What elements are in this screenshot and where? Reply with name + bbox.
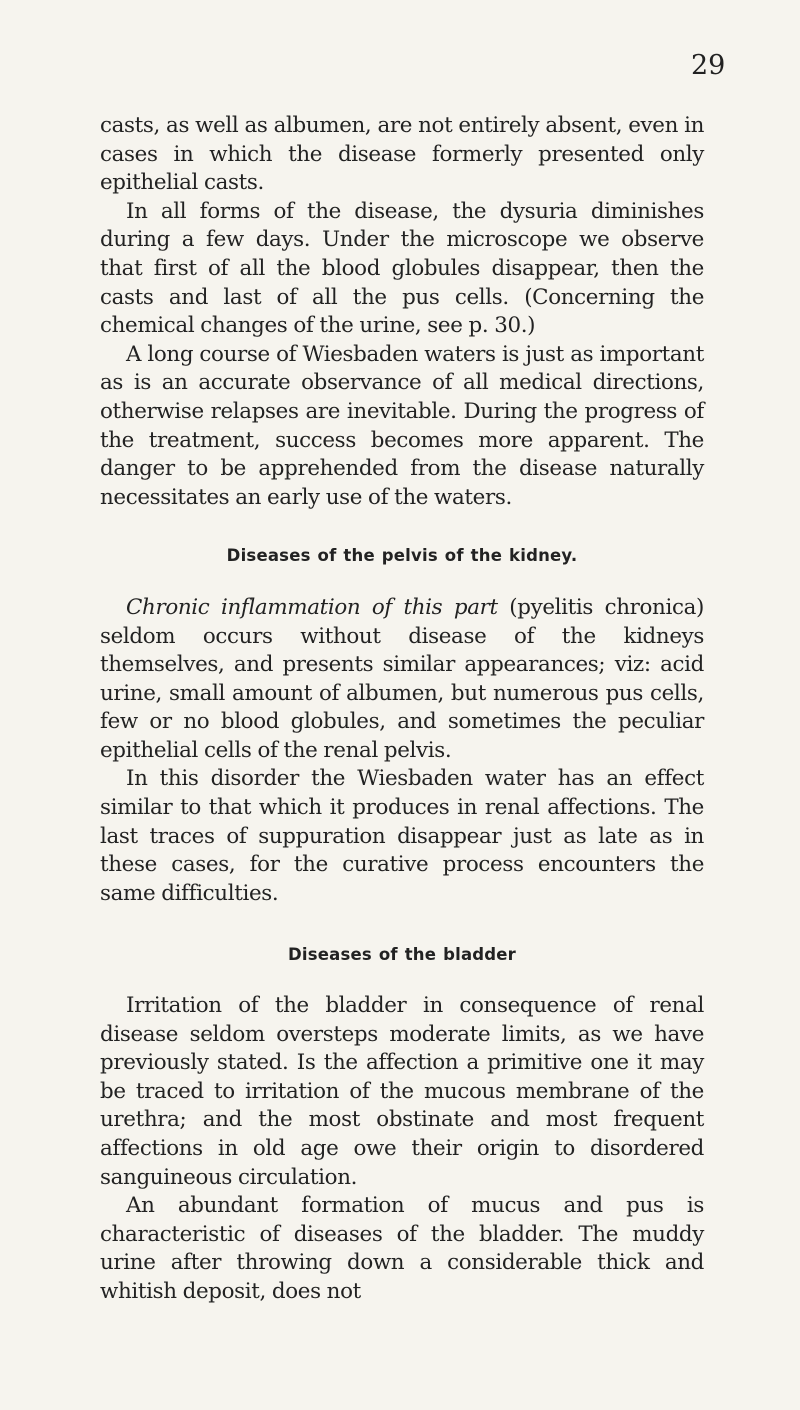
paragraph-pyelitis: [100, 594, 704, 766]
paragraph-casts: casts, as well as albumen, are not entirely absent, even in cases in which the disease formerly presented only epithelial casts.: [100, 113, 704, 196]
paragraph-wiesbaden-course: A long course of Wiesbaden waters is just as important as is an accurate observance of all medical directions, otherwise relapses are inevitable. During the progress of the treatment, success becomes more apparent. The danger to be apprehended from the disease naturally necessitates an early use of the waters.: [100, 341, 704, 510]
page-body: [100, 112, 704, 1307]
paragraph-pelvis-treatment: In this disorder the Wiesbaden water has an effect similar to that which it produces in renal affections. The last traces of suppuration disappear just as late as in these cases, for the curative process encounters the same difficulties.: [100, 766, 704, 906]
pelvis-paragraph-rest: (pyelitis chronica) seldom occurs without disease of the kidneys themselves, and presents similar appearances; viz: acid urine, small amount of albumen, but numerous pus cells, few or no blood globules, and sometimes the peculiar epithelial cells of the renal pelvis.: [100, 594, 704, 763]
paragraph-bladder-mucus: An abundant formation of mucus and pus is characteristic of diseases of the bladder. The muddy urine after throwing down a considerable thick and whitish deposit, does not: [100, 1193, 704, 1304]
page-number: 29: [691, 50, 726, 81]
paragraph-bladder-irritation: Irritation of the bladder in consequence of renal disease seldom oversteps moderate limits, as we have previously stated. Is the affection a primitive one it may be traced to irritation of the mucous membrane of the urethra; and the most obstinate and most frequent affections in old age owe their origin to disordered sanguineous circulation.: [100, 993, 704, 1190]
paragraph-dysuria: In all forms of the disease, the dysuria diminishes during a few days. Under the microscope we observe that first of all the blood globules disappear, then the casts and last of all the pus cells. (Concerning the chemical changes of the urine, see p. 30.): [100, 198, 704, 339]
pelvis-italic-term: Chronic inflammation of this part: [126, 594, 498, 620]
section-heading-pelvis: Diseases of the pelvis of the kidney.: [226, 546, 578, 566]
section-heading-bladder: Diseases of the bladder: [287, 945, 517, 965]
